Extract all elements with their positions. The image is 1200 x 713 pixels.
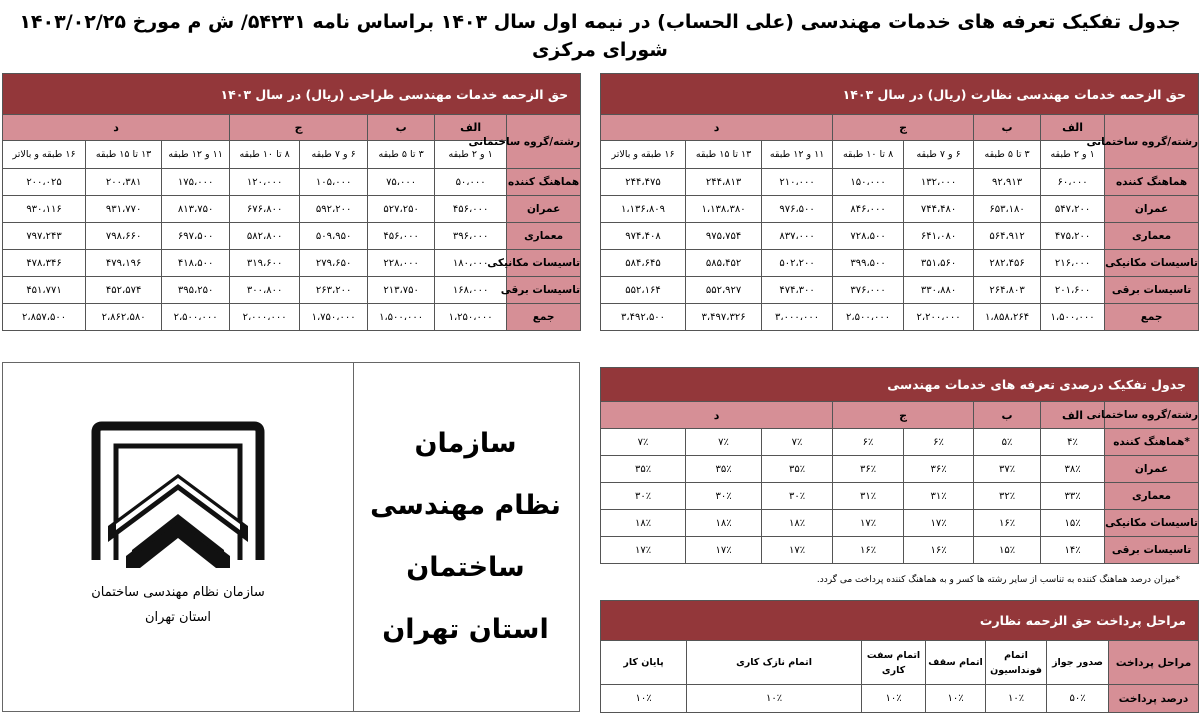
table-cell: ۴۷۸،۳۴۶ [3, 250, 86, 277]
group-header: ب [974, 115, 1041, 141]
payment-stage-header: اتمام نازک کاری [687, 641, 862, 685]
table-row [601, 250, 1199, 277]
row-label: عمران [1105, 196, 1199, 223]
payment-percent-cell: ۵۰٪ [1047, 685, 1109, 713]
table-cell: ۹۲،۹۱۳ [974, 169, 1041, 196]
floor-range-header: ۱۱ و ۱۲ طبقه [762, 141, 833, 169]
group-header: الف [1041, 402, 1105, 429]
logo-caption-line1: سازمان نظام مهندسی ساختمان [91, 585, 265, 600]
floor-range-header: ۱۶ طبقه و بالاتر [601, 141, 686, 169]
table-cell: ۶٪ [833, 429, 904, 456]
table-cell: ۴٪ [1041, 429, 1105, 456]
table-cell: ۹۷۴،۴۰۸ [601, 223, 686, 250]
table-cell: ۳،۴۹۲،۵۰۰ [601, 304, 686, 331]
row-label: تاسیسات مکانیکی [507, 250, 581, 277]
payment-stages-table [600, 600, 1199, 713]
table-cell: ۱۶۸،۰۰۰ [435, 277, 507, 304]
table-cell: ۶۹۷،۵۰۰ [162, 223, 230, 250]
table-row [601, 196, 1199, 223]
table-row [3, 169, 581, 196]
table-cell: ۷۹۷،۲۴۳ [3, 223, 86, 250]
payment-percent-cell: ۱۰٪ [862, 685, 926, 713]
group-header: د [601, 402, 833, 429]
table-cell: ۱۸٪ [601, 510, 686, 537]
table-cell: ۵۰۹،۹۵۰ [300, 223, 368, 250]
table-cell: ۴۷۵،۲۰۰ [1041, 223, 1105, 250]
table-cell: ۲۱۰،۰۰۰ [762, 169, 833, 196]
table-cell: ۲،۵۰۰،۰۰۰ [162, 304, 230, 331]
table-cell: ۲،۰۰۰،۰۰۰ [230, 304, 300, 331]
floor-range-header: ۱۶ طبقه و بالاتر [3, 141, 86, 169]
table-cell: ۲،۸۵۷،۵۰۰ [3, 304, 86, 331]
table-cell: ۲،۵۰۰،۰۰۰ [833, 304, 904, 331]
table-cell: ۲۶۴،۸۰۳ [974, 277, 1041, 304]
table-cell: ۶۷۶،۸۰۰ [230, 196, 300, 223]
table-cell: ۳۰٪ [601, 483, 686, 510]
table-cell: ۴۵۶،۰۰۰ [368, 223, 435, 250]
table-cell: ۳۰٪ [762, 483, 833, 510]
table-cell: ۵۰۲،۲۰۰ [762, 250, 833, 277]
payment-stage-header: اتمام فونداسیون [986, 641, 1047, 685]
table-cell: ۳۷٪ [974, 456, 1041, 483]
row-label: جمع [1105, 304, 1199, 331]
table-cell: ۶٪ [904, 429, 974, 456]
table-cell: ۳،۰۰۰،۰۰۰ [762, 304, 833, 331]
table-row [3, 223, 581, 250]
table-cell: ۳۰۰،۸۰۰ [230, 277, 300, 304]
row-label: معماری [507, 223, 581, 250]
group-header: ج [833, 115, 974, 141]
percentage-table-header: جدول تفکیک درصدی تعرفه های خدمات مهندسی [601, 368, 1199, 402]
table-cell: ۸۱۳،۷۵۰ [162, 196, 230, 223]
table-cell: ۴۱۸،۵۰۰ [162, 250, 230, 277]
table-cell: ۷٪ [601, 429, 686, 456]
table-cell: ۱،۸۵۸،۲۶۴ [974, 304, 1041, 331]
group-header: ب [974, 402, 1041, 429]
table-row [3, 196, 581, 223]
table-cell: ۱،۵۰۰،۰۰۰ [368, 304, 435, 331]
table-cell: ۳۵۱،۵۶۰ [904, 250, 974, 277]
table-cell: ۳۹۹،۵۰۰ [833, 250, 904, 277]
design-fee-table [2, 73, 581, 331]
table-cell: ۴۷۴،۳۰۰ [762, 277, 833, 304]
row-label: تاسیسات برقی [507, 277, 581, 304]
table-cell: ۱۸٪ [686, 510, 762, 537]
table-row [601, 510, 1199, 537]
table-cell: ۳۱٪ [833, 483, 904, 510]
table-cell: ۷٪ [686, 429, 762, 456]
table-cell: ۳۰٪ [686, 483, 762, 510]
row-label: هماهنگ کننده [507, 169, 581, 196]
table-cell: ۵۰،۰۰۰ [435, 169, 507, 196]
table-row [601, 304, 1199, 331]
group-header: الف [435, 115, 507, 141]
design-table-header: حق الزحمه خدمات مهندسی طراحی (ریال) در سال ۱۴۰۳ [3, 74, 581, 115]
percent-label: درصد پرداخت [1109, 685, 1199, 713]
table-cell: ۳۹۶،۰۰۰ [435, 223, 507, 250]
table-row [601, 223, 1199, 250]
table-cell: ۳۷۶،۰۰۰ [833, 277, 904, 304]
table-cell: ۶۰،۰۰۰ [1041, 169, 1105, 196]
table-row [601, 456, 1199, 483]
payment-table-header: مراحل پرداخت حق الزحمه نظارت [601, 601, 1199, 641]
org-name-line2: نظام مهندسی ساختمان [370, 490, 561, 583]
table-cell: ۲۰۱،۶۰۰ [1041, 277, 1105, 304]
table-cell: ۴۵۲،۵۷۴ [86, 277, 162, 304]
table-cell: ۸۳۷،۰۰۰ [762, 223, 833, 250]
table-cell: ۱۵٪ [974, 537, 1041, 564]
table-cell: ۳۲٪ [974, 483, 1041, 510]
table-cell: ۳۹۵،۲۵۰ [162, 277, 230, 304]
table-cell: ۱۴٪ [1041, 537, 1105, 564]
group-header: الف [1041, 115, 1105, 141]
group-header: ب [368, 115, 435, 141]
organization-box [2, 362, 580, 712]
table-cell: ۵۸۲،۸۰۰ [230, 223, 300, 250]
table-cell: ۵۹۲،۲۰۰ [300, 196, 368, 223]
table-cell: ۳۶٪ [833, 456, 904, 483]
table-cell: ۷۵،۰۰۰ [368, 169, 435, 196]
group-header: د [601, 115, 833, 141]
row-label: عمران [1105, 456, 1199, 483]
table-cell: ۲۶۳،۲۰۰ [300, 277, 368, 304]
table-cell: ۵۶۴،۹۱۲ [974, 223, 1041, 250]
table-cell: ۱،۷۵۰،۰۰۰ [300, 304, 368, 331]
floor-range-header: ۳ تا ۵ طبقه [974, 141, 1041, 169]
table-cell: ۲۸۲،۴۵۶ [974, 250, 1041, 277]
table-cell: ۱۶٪ [904, 537, 974, 564]
floor-range-header: ۸ تا ۱۰ طبقه [230, 141, 300, 169]
payment-percent-cell: ۱۰٪ [601, 685, 687, 713]
floor-range-header: ۱ و ۲ طبقه [435, 141, 507, 169]
row-label: تاسیسات مکانیکی [1105, 250, 1199, 277]
group-header: د [3, 115, 230, 141]
floor-range-header: ۳ تا ۵ طبقه [368, 141, 435, 169]
row-label: تاسیسات مکانیکی [1105, 510, 1199, 537]
row-label: معماری [1105, 483, 1199, 510]
logo-caption-line2: استان تهران [144, 610, 211, 625]
table-cell: ۵٪ [974, 429, 1041, 456]
row-label: تاسیسات برقی [1105, 277, 1199, 304]
table-cell: ۲۴۴،۴۷۵ [601, 169, 686, 196]
table-cell: ۳۶٪ [904, 456, 974, 483]
table-cell: ۵۸۴،۶۴۵ [601, 250, 686, 277]
table-cell: ۱۸٪ [762, 510, 833, 537]
table-cell: ۱۲۰،۰۰۰ [230, 169, 300, 196]
page-title: جدول تفکیک تعرفه های خدمات مهندسی (علی الحساب) در نیمه اول سال ۱۴۰۳ براساس نامه ۵۴۲۳۱/ ش م مورخ ۱۴۰۳/۰۲/۲۵ شورای مرکزی [19, 11, 1181, 61]
payment-stage-header: اتمام سفت کاری [862, 641, 926, 685]
coordinator-footnote: *میزان درصد هماهنگ کننده به تناسب از سایر رشته ها کسر و به هماهنگ کننده پرداخت می گردد. [816, 575, 1180, 585]
table-cell: ۲۴۴،۸۱۳ [686, 169, 762, 196]
table-cell: ۳،۴۹۷،۳۲۶ [686, 304, 762, 331]
table-row [601, 429, 1199, 456]
table-cell: ۱۷٪ [601, 537, 686, 564]
table-cell: ۲۰۰،۰۲۵ [3, 169, 86, 196]
table-cell: ۱۷٪ [686, 537, 762, 564]
floor-range-header: ۱۳ تا ۱۵ طبقه [686, 141, 762, 169]
payment-percent-cell: ۱۰٪ [926, 685, 986, 713]
payment-stage-header: صدور جواز [1047, 641, 1109, 685]
table-cell: ۷۹۸،۶۶۰ [86, 223, 162, 250]
table-row [3, 304, 581, 331]
table-row [601, 537, 1199, 564]
org-name-line1: سازمان [414, 428, 517, 459]
table-cell: ۲۱۶،۰۰۰ [1041, 250, 1105, 277]
organization-name [352, 363, 579, 711]
floor-range-header: ۱ و ۲ طبقه [1041, 141, 1105, 169]
table-cell: ۱۷٪ [904, 510, 974, 537]
table-row [601, 277, 1199, 304]
table-cell: ۳۳٪ [1041, 483, 1105, 510]
supervision-table-header: حق الزحمه خدمات مهندسی نظارت (ریال) در سال ۱۴۰۳ [601, 74, 1199, 115]
building-roof-logo-icon [86, 418, 270, 568]
payment-stage-header: اتمام سقف [926, 641, 986, 685]
table-cell: ۱۵۰،۰۰۰ [833, 169, 904, 196]
group-header: ج [833, 402, 974, 429]
table-cell: ۶۵۳،۱۸۰ [974, 196, 1041, 223]
table-row [601, 483, 1199, 510]
table-cell: ۱،۱۳۶،۸۰۹ [601, 196, 686, 223]
table-cell: ۵۸۵،۴۵۲ [686, 250, 762, 277]
supervision-fee-table [600, 73, 1199, 331]
table-cell: ۳۵٪ [762, 456, 833, 483]
row-label: تاسیسات برقی [1105, 537, 1199, 564]
table-cell: ۴۵۱،۷۷۱ [3, 277, 86, 304]
table-cell: ۲،۲۰۰،۰۰۰ [904, 304, 974, 331]
floor-range-header: ۱۳ تا ۱۵ طبقه [86, 141, 162, 169]
table-cell: ۲۰۰،۳۸۱ [86, 169, 162, 196]
table-cell: ۱،۲۵۰،۰۰۰ [435, 304, 507, 331]
table-cell: ۵۲۷،۲۵۰ [368, 196, 435, 223]
floor-range-header: ۸ تا ۱۰ طبقه [833, 141, 904, 169]
row-label: عمران [507, 196, 581, 223]
table-row [3, 277, 581, 304]
table-cell: ۲۷۹،۶۵۰ [300, 250, 368, 277]
row-label: معماری [1105, 223, 1199, 250]
table-cell: ۵۴۷،۲۰۰ [1041, 196, 1105, 223]
table-cell: ۸۴۶،۰۰۰ [833, 196, 904, 223]
table-cell: ۱۶٪ [974, 510, 1041, 537]
table-cell: ۳۱۹،۶۰۰ [230, 250, 300, 277]
table-cell: ۶۴۱،۰۸۰ [904, 223, 974, 250]
table-cell: ۳۸٪ [1041, 456, 1105, 483]
table-row [601, 169, 1199, 196]
row-label: جمع [507, 304, 581, 331]
table-cell: ۹۳۱،۷۷۰ [86, 196, 162, 223]
table-cell: ۱،۵۰۰،۰۰۰ [1041, 304, 1105, 331]
table-cell: ۱،۱۳۸،۳۸۰ [686, 196, 762, 223]
table-cell: ۴۷۹،۱۹۶ [86, 250, 162, 277]
percentage-breakdown-table [600, 367, 1199, 564]
payment-percent-cell: ۱۰٪ [986, 685, 1047, 713]
table-cell: ۷۲۸،۵۰۰ [833, 223, 904, 250]
org-name-line3: استان تهران [382, 614, 549, 645]
table-cell: ۳۳۰،۸۸۰ [904, 277, 974, 304]
row-label: هماهنگ کننده [1105, 169, 1199, 196]
floor-range-header: ۶ و ۷ طبقه [904, 141, 974, 169]
table-cell: ۱۳۲،۰۰۰ [904, 169, 974, 196]
table-cell: ۱۶٪ [833, 537, 904, 564]
payment-percent-cell: ۱۰٪ [687, 685, 862, 713]
table-cell: ۱۰۵،۰۰۰ [300, 169, 368, 196]
row-label: *هماهنگ کننده [1105, 429, 1199, 456]
table-cell: ۷٪ [762, 429, 833, 456]
table-cell: ۱۵٪ [1041, 510, 1105, 537]
row-group-label: رشته/گروه ساختمانی [1105, 402, 1199, 429]
group-header: ج [230, 115, 368, 141]
table-cell: ۵۵۲،۱۶۴ [601, 277, 686, 304]
table-cell: ۱۷٪ [762, 537, 833, 564]
payment-stage-header: پایان کار [601, 641, 687, 685]
table-cell: ۵۵۲،۹۲۷ [686, 277, 762, 304]
floor-range-header: ۱۱ و ۱۲ طبقه [162, 141, 230, 169]
table-cell: ۷۴۴،۴۸۰ [904, 196, 974, 223]
table-cell: ۱۷٪ [833, 510, 904, 537]
table-cell: ۹۳۰،۱۱۶ [3, 196, 86, 223]
organization-logo [3, 363, 353, 711]
table-cell: ۳۵٪ [686, 456, 762, 483]
table-cell: ۳۱٪ [904, 483, 974, 510]
table-cell: ۱۷۵،۰۰۰ [162, 169, 230, 196]
table-cell: ۹۷۵،۷۵۴ [686, 223, 762, 250]
table-cell: ۲۲۸،۰۰۰ [368, 250, 435, 277]
table-cell: ۳۵٪ [601, 456, 686, 483]
table-row [3, 250, 581, 277]
table-cell: ۲،۸۶۲،۵۸۰ [86, 304, 162, 331]
table-cell: ۱۸۰،۰۰۰ [435, 250, 507, 277]
table-cell: ۲۱۳،۷۵۰ [368, 277, 435, 304]
table-cell: ۹۷۶،۵۰۰ [762, 196, 833, 223]
table-cell: ۴۵۶،۰۰۰ [435, 196, 507, 223]
floor-range-header: ۶ و ۷ طبقه [300, 141, 368, 169]
row-group-label: رشته/گروه ساختمانی [507, 115, 581, 169]
stage-label: مراحل پرداخت [1109, 641, 1199, 685]
row-group-label: رشته/گروه ساختمانی [1105, 115, 1199, 169]
